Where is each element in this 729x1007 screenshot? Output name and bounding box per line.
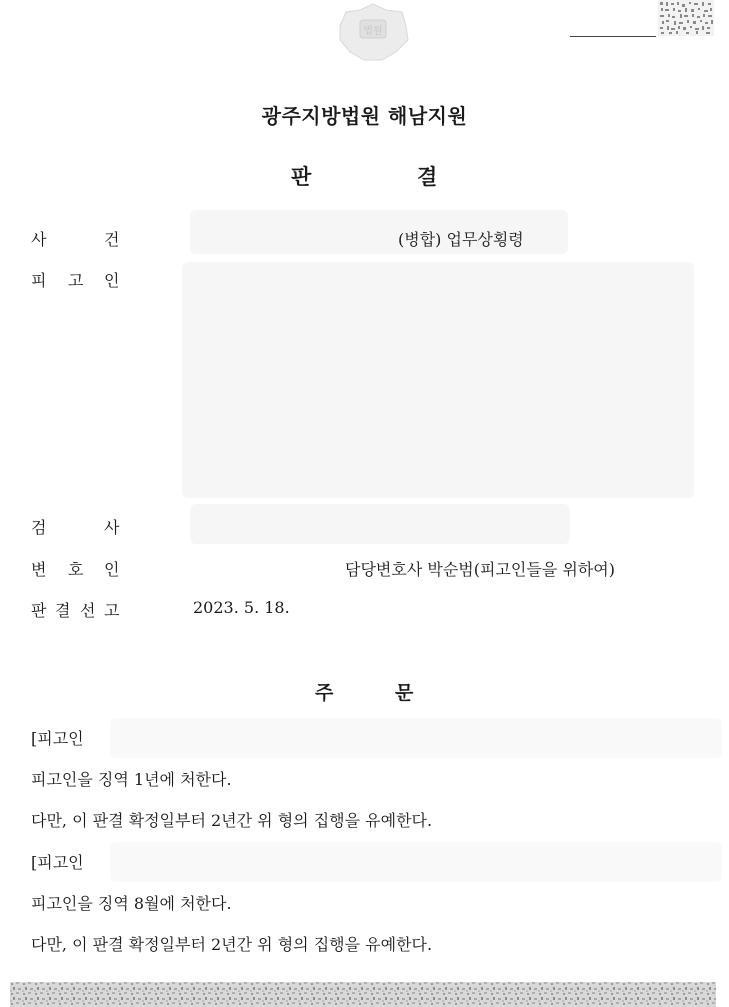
qr-verification-box (570, 0, 716, 48)
counsel-value: 담당변호사 박순범(피고인들을 위하여) (345, 560, 615, 579)
redaction-defendant-name (110, 718, 722, 758)
judgment-heading (0, 678, 729, 708)
court-name: 광주지방법원 해남지원 (261, 104, 468, 128)
footer-watermark-pattern (10, 982, 716, 1007)
judgment-line: 피고인을 징역 1년에 처한다. (31, 770, 232, 789)
case-value: (병합) 업무상횡령 (398, 230, 524, 249)
qr-code-icon (658, 0, 714, 36)
judgment-line: [피고인 (31, 729, 84, 748)
document-title (0, 161, 729, 191)
redaction-defendant-name (110, 842, 722, 882)
heading-char-right: 문 (395, 682, 414, 704)
heading-char-left: 주 (315, 682, 334, 704)
judgment-line: 다만, 이 판결 확정일부터 2년간 위 형의 집행을 유예한다. (31, 935, 433, 954)
seal-text: 법원 (363, 26, 383, 37)
court-seal-watermark (336, 2, 410, 62)
redaction-defendant-info (182, 262, 694, 498)
judgment-line: [피고인 (31, 853, 84, 872)
judgment-line: 피고인을 징역 8월에 처한다. (31, 894, 232, 913)
title-char-right: 결 (417, 165, 438, 189)
divider (570, 36, 656, 37)
redaction-prosecutor (190, 504, 570, 544)
title-char-left: 판 (291, 165, 312, 189)
judgment-line: 다만, 이 판결 확정일부터 2년간 위 형의 집행을 유예한다. (31, 811, 433, 830)
verdict-date-value: 2023. 5. 18. (193, 598, 290, 617)
